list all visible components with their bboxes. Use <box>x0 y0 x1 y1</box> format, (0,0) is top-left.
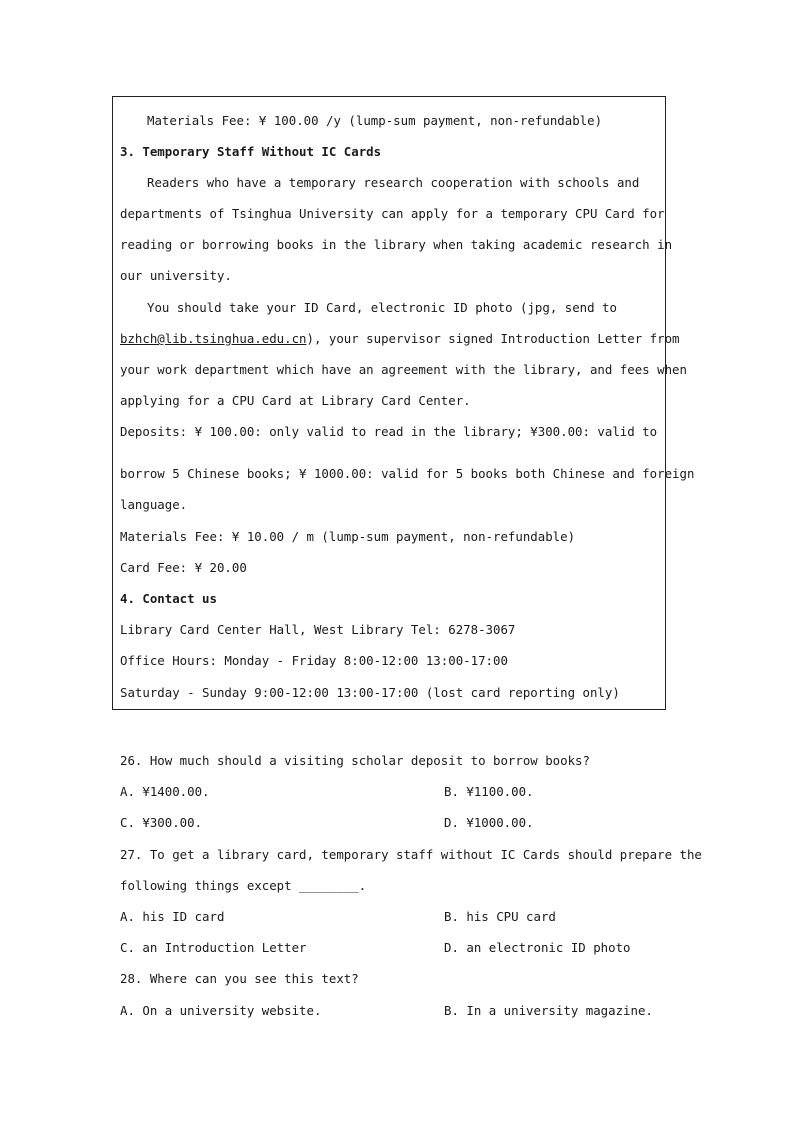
card-fee: Card Fee: ¥ 20.00 <box>120 560 247 575</box>
question-27-option-c: C. an Introduction Letter <box>120 940 307 955</box>
question-26-option-d: D. ¥1000.00. <box>444 815 534 830</box>
section-4-heading: 4. Contact us <box>120 591 217 606</box>
question-27-stem-line2: following things except ________. <box>120 878 367 893</box>
question-28-option-a: A. On a university website. <box>120 1003 322 1018</box>
deposits-line2: borrow 5 Chinese books; ¥ 1000.00: valid for 5 books both Chinese and foreign <box>120 466 695 481</box>
deposits-line3: language. <box>120 497 188 512</box>
section-3-para2-line2 <box>120 331 680 347</box>
question-26-option-b: B. ¥1100.00. <box>444 784 534 799</box>
section-3-para2-line2-rest: ), your supervisor signed Introduction Letter from <box>306 331 680 346</box>
materials-fee-monthly: Materials Fee: ¥ 10.00 / m (lump-sum payment, non-refundable) <box>120 529 576 544</box>
weekend-hours: Saturday - Sunday 9:00-12:00 13:00-17:00 (lost card reporting only) <box>120 685 620 700</box>
question-27-stem-line1: 27. To get a library card, temporary staff without IC Cards should prepare the <box>120 847 702 862</box>
contact-location: Library Card Center Hall, West Library Tel: 6278-3067 <box>120 622 516 637</box>
deposits-line1: Deposits: ¥ 100.00: only valid to read in the library; ¥300.00: valid to <box>120 424 658 439</box>
section-3-heading: 3. Temporary Staff Without IC Cards <box>120 144 382 159</box>
question-27-option-b: B. his CPU card <box>444 909 556 924</box>
section-3-para2-line3: your work department which have an agreement with the library, and fees when <box>120 362 687 377</box>
section-3-para2-line1: You should take your ID Card, electronic ID photo (jpg, send to <box>147 300 617 315</box>
question-28-stem: 28. Where can you see this text? <box>120 971 359 986</box>
question-26-stem: 26. How much should a visiting scholar deposit to borrow books? <box>120 753 590 768</box>
section-3-para1-line2: departments of Tsinghua University can apply for a temporary CPU Card for <box>120 206 665 221</box>
section-3-para2-line4: applying for a CPU Card at Library Card Center. <box>120 393 471 408</box>
email-link[interactable]: bzhch@lib.tsinghua.edu.cn <box>120 331 307 346</box>
section-3-para1-line3: reading or borrowing books in the library when taking academic research in <box>120 237 673 252</box>
section-3-para1-line4: our university. <box>120 268 232 283</box>
question-28-option-b: B. In a university magazine. <box>444 1003 653 1018</box>
office-hours: Office Hours: Monday - Friday 8:00-12:00 13:00-17:00 <box>120 653 508 668</box>
question-27-option-a: A. his ID card <box>120 909 225 924</box>
question-27-option-d: D. an electronic ID photo <box>444 940 631 955</box>
section-3-para1-line1: Readers who have a temporary research cooperation with schools and <box>147 175 640 190</box>
question-26-option-a: A. ¥1400.00. <box>120 784 210 799</box>
materials-fee-annual: Materials Fee: ¥ 100.00 /y (lump-sum payment, non-refundable) <box>147 113 603 128</box>
question-26-option-c: C. ¥300.00. <box>120 815 203 830</box>
